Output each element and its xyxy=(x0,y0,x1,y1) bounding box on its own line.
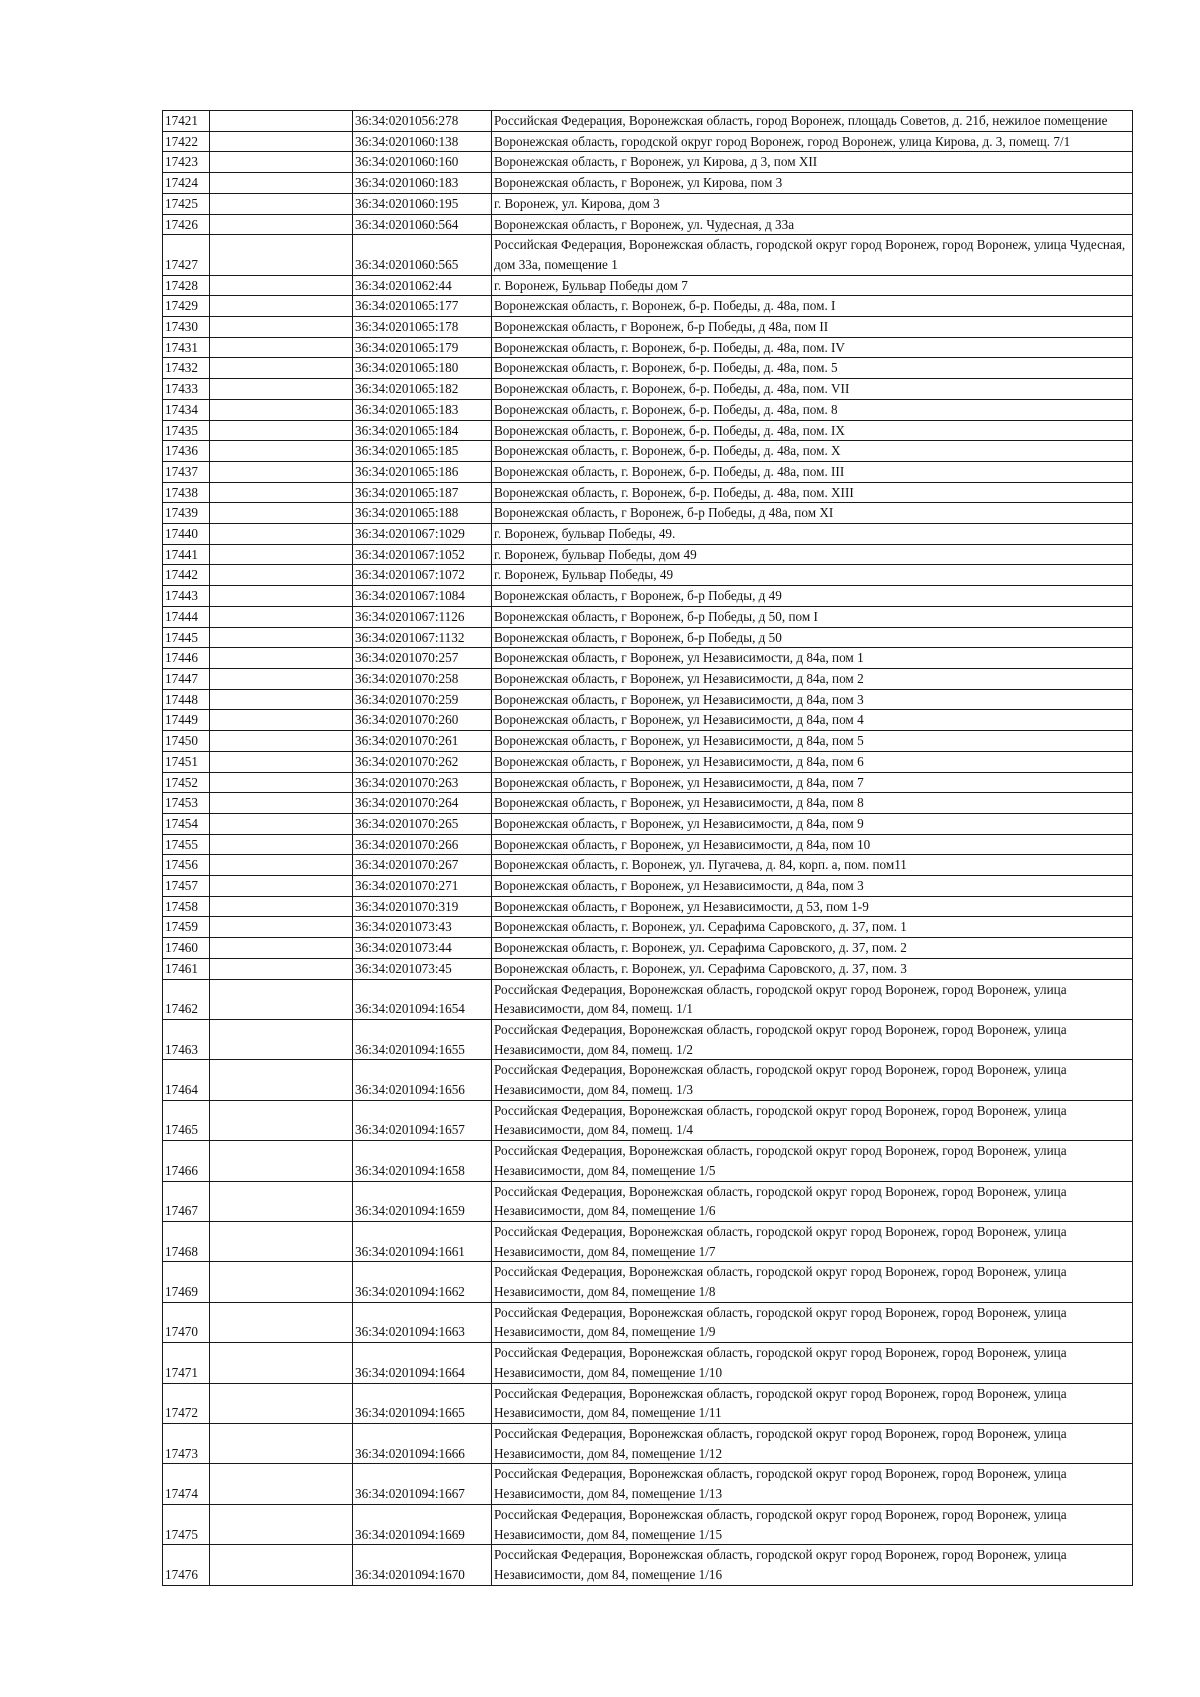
address-cell: Российская Федерация, Воронежская область, городской округ город Воронеж, город Воронеж, улица Независимости, дом 84, помещение 1/15 xyxy=(492,1504,1133,1544)
address-cell: Российская Федерация, Воронежская область, городской округ город Воронеж, город Воронеж, улица Независимости, дом 84, помещение 1/16 xyxy=(492,1545,1133,1585)
address-cell: Воронежская область, г Воронеж, ул Независимости, д 84а, пом 1 xyxy=(492,648,1133,669)
row-number-cell: 17460 xyxy=(163,938,210,959)
row-number-cell: 17429 xyxy=(163,296,210,317)
table-row xyxy=(163,1221,1133,1261)
cadastral-number-cell: 36:34:0201073:45 xyxy=(353,958,492,979)
cadastral-number-cell: 36:34:0201094:1659 xyxy=(353,1181,492,1221)
cadastral-number-cell: 36:34:0201073:44 xyxy=(353,938,492,959)
empty-cell xyxy=(210,689,353,710)
table-row xyxy=(163,855,1133,876)
empty-cell xyxy=(210,793,353,814)
address-cell: Воронежская область, г Воронеж, ул Независимости, д 84а, пом 8 xyxy=(492,793,1133,814)
cadastral-number-cell: 36:34:0201067:1029 xyxy=(353,524,492,545)
cadastral-number-cell: 36:34:0201065:179 xyxy=(353,337,492,358)
table-row xyxy=(163,173,1133,194)
empty-cell xyxy=(210,503,353,524)
address-cell: Воронежская область, г. Воронеж, б-р. Победы, д. 48а, пом. VII xyxy=(492,379,1133,400)
empty-cell xyxy=(210,482,353,503)
address-cell: Воронежская область, г Воронеж, б-р Победы, д 50 xyxy=(492,627,1133,648)
address-cell: Воронежская область, г. Воронеж, б-р. Победы, д. 48а, пом. XIII xyxy=(492,482,1133,503)
empty-cell xyxy=(210,751,353,772)
table-row xyxy=(163,482,1133,503)
row-number-cell: 17428 xyxy=(163,275,210,296)
table-row xyxy=(163,689,1133,710)
address-cell: Воронежская область, г Воронеж, б-р Победы, д 48а, пом II xyxy=(492,317,1133,338)
empty-cell xyxy=(210,1464,353,1504)
empty-cell xyxy=(210,648,353,669)
address-cell: Воронежская область, г. Воронеж, б-р. Победы, д. 48а, пом. 8 xyxy=(492,399,1133,420)
cadastral-number-cell: 36:34:0201070:261 xyxy=(353,731,492,752)
empty-cell xyxy=(210,1424,353,1464)
address-cell: Российская Федерация, Воронежская область, городской округ город Воронеж, город Воронеж, улица Независимости, дом 84, помещение 1/12 xyxy=(492,1424,1133,1464)
empty-cell xyxy=(210,420,353,441)
table-row xyxy=(163,668,1133,689)
empty-cell xyxy=(210,710,353,731)
empty-cell xyxy=(210,1019,353,1059)
empty-cell xyxy=(210,772,353,793)
cadastral-number-cell: 36:34:0201070:319 xyxy=(353,896,492,917)
address-cell: Воронежская область, г Воронеж, б-р Победы, д 48а, пом XI xyxy=(492,503,1133,524)
row-number-cell: 17438 xyxy=(163,482,210,503)
address-cell: Российская Федерация, Воронежская область, городской округ город Воронеж, город Воронеж, улица Независимости, дом 84, помещение 1/6 xyxy=(492,1181,1133,1221)
empty-cell xyxy=(210,1545,353,1585)
cadastral-number-cell: 36:34:0201060:195 xyxy=(353,193,492,214)
address-cell: Воронежская область, г. Воронеж, ул. Пугачева, д. 84, корп. а, пом. пом11 xyxy=(492,855,1133,876)
cadastral-number-cell: 36:34:0201094:1654 xyxy=(353,979,492,1019)
cadastral-number-cell: 36:34:0201065:180 xyxy=(353,358,492,379)
empty-cell xyxy=(210,938,353,959)
cadastral-number-cell: 36:34:0201094:1655 xyxy=(353,1019,492,1059)
row-number-cell: 17447 xyxy=(163,668,210,689)
table-row xyxy=(163,1060,1133,1100)
cadastral-number-cell: 36:34:0201070:262 xyxy=(353,751,492,772)
row-number-cell: 17458 xyxy=(163,896,210,917)
row-number-cell: 17440 xyxy=(163,524,210,545)
cadastral-number-cell: 36:34:0201060:138 xyxy=(353,131,492,152)
table-row xyxy=(163,1545,1133,1585)
row-number-cell: 17442 xyxy=(163,565,210,586)
table-row xyxy=(163,1181,1133,1221)
address-cell: Воронежская область, г Воронеж, ул Независимости, д 84а, пом 4 xyxy=(492,710,1133,731)
cadastral-number-cell: 36:34:0201065:184 xyxy=(353,420,492,441)
cadastral-number-cell: 36:34:0201070:257 xyxy=(353,648,492,669)
cadastral-number-cell: 36:34:0201094:1661 xyxy=(353,1221,492,1261)
table-row xyxy=(163,586,1133,607)
row-number-cell: 17454 xyxy=(163,813,210,834)
address-cell: Воронежская область, г. Воронеж, ул. Серафима Саровского, д. 37, пом. 3 xyxy=(492,958,1133,979)
table-row xyxy=(163,1141,1133,1181)
address-cell: г. Воронеж, бульвар Победы, дом 49 xyxy=(492,544,1133,565)
table-row xyxy=(163,235,1133,275)
address-cell: Воронежская область, г. Воронеж, б-р. Победы, д. 48а, пом. IV xyxy=(492,337,1133,358)
address-cell: Российская Федерация, Воронежская область, городской округ город Воронеж, город Воронеж, улица Независимости, дом 84, помещ. 1/3 xyxy=(492,1060,1133,1100)
row-number-cell: 17466 xyxy=(163,1141,210,1181)
table-row xyxy=(163,979,1133,1019)
address-cell: Воронежская область, г Воронеж, б-р Победы, д 50, пом I xyxy=(492,606,1133,627)
row-number-cell: 17427 xyxy=(163,235,210,275)
address-cell: Воронежская область, г Воронеж, ул Независимости, д 84а, пом 10 xyxy=(492,834,1133,855)
empty-cell xyxy=(210,896,353,917)
address-cell: Российская Федерация, Воронежская область, городской округ город Воронеж, город Воронеж, улица Независимости, дом 84, помещение 1/9 xyxy=(492,1302,1133,1342)
row-number-cell: 17473 xyxy=(163,1424,210,1464)
cadastral-number-cell: 36:34:0201094:1656 xyxy=(353,1060,492,1100)
row-number-cell: 17456 xyxy=(163,855,210,876)
row-number-cell: 17446 xyxy=(163,648,210,669)
cadastral-number-cell: 36:34:0201070:258 xyxy=(353,668,492,689)
address-cell: Воронежская область, г Воронеж, ул Независимости, д 84а, пом 2 xyxy=(492,668,1133,689)
empty-cell xyxy=(210,1100,353,1140)
cadastral-number-cell: 36:34:0201094:1663 xyxy=(353,1302,492,1342)
empty-cell xyxy=(210,813,353,834)
row-number-cell: 17441 xyxy=(163,544,210,565)
table-row xyxy=(163,379,1133,400)
row-number-cell: 17433 xyxy=(163,379,210,400)
cadastral-number-cell: 36:34:0201094:1657 xyxy=(353,1100,492,1140)
table-row xyxy=(163,193,1133,214)
cadastral-number-cell: 36:34:0201070:266 xyxy=(353,834,492,855)
row-number-cell: 17475 xyxy=(163,1504,210,1544)
row-number-cell: 17470 xyxy=(163,1302,210,1342)
row-number-cell: 17459 xyxy=(163,917,210,938)
address-cell: Воронежская область, г. Воронеж, б-р. Победы, д. 48а, пом. 5 xyxy=(492,358,1133,379)
table-row xyxy=(163,461,1133,482)
cadastral-number-cell: 36:34:0201094:1666 xyxy=(353,1424,492,1464)
cadastral-number-cell: 36:34:0201065:187 xyxy=(353,482,492,503)
row-number-cell: 17474 xyxy=(163,1464,210,1504)
row-number-cell: 17469 xyxy=(163,1262,210,1302)
row-number-cell: 17439 xyxy=(163,503,210,524)
empty-cell xyxy=(210,214,353,235)
address-cell: Воронежская область, городской округ город Воронеж, город Воронеж, улица Кирова, д. 3, помещ. 7/1 xyxy=(492,131,1133,152)
row-number-cell: 17450 xyxy=(163,731,210,752)
cadastral-number-cell: 36:34:0201070:271 xyxy=(353,876,492,897)
row-number-cell: 17457 xyxy=(163,876,210,897)
cadastral-number-cell: 36:34:0201094:1664 xyxy=(353,1343,492,1383)
row-number-cell: 17444 xyxy=(163,606,210,627)
cadastral-number-cell: 36:34:0201067:1072 xyxy=(353,565,492,586)
row-number-cell: 17425 xyxy=(163,193,210,214)
row-number-cell: 17453 xyxy=(163,793,210,814)
row-number-cell: 17443 xyxy=(163,586,210,607)
address-cell: Воронежская область, г Воронеж, ул Независимости, д 84а, пом 5 xyxy=(492,731,1133,752)
cadastral-number-cell: 36:34:0201094:1658 xyxy=(353,1141,492,1181)
row-number-cell: 17461 xyxy=(163,958,210,979)
table-row xyxy=(163,958,1133,979)
row-number-cell: 17448 xyxy=(163,689,210,710)
cadastral-number-cell: 36:34:0201070:259 xyxy=(353,689,492,710)
cadastral-number-cell: 36:34:0201067:1132 xyxy=(353,627,492,648)
cadastral-number-cell: 36:34:0201060:183 xyxy=(353,173,492,194)
empty-cell xyxy=(210,131,353,152)
cadastral-number-cell: 36:34:0201094:1665 xyxy=(353,1383,492,1423)
address-cell: г. Воронеж, бульвар Победы, 49. xyxy=(492,524,1133,545)
empty-cell xyxy=(210,917,353,938)
empty-cell xyxy=(210,1343,353,1383)
cadastral-number-cell: 36:34:0201065:183 xyxy=(353,399,492,420)
empty-cell xyxy=(210,379,353,400)
table-row xyxy=(163,1383,1133,1423)
row-number-cell: 17465 xyxy=(163,1100,210,1140)
table-row xyxy=(163,1302,1133,1342)
table-row xyxy=(163,876,1133,897)
address-cell: Российская Федерация, Воронежская область, городской округ город Воронеж, город Воронеж, улица Независимости, дом 84, помещение 1/13 xyxy=(492,1464,1133,1504)
table-row xyxy=(163,337,1133,358)
cadastral-number-cell: 36:34:0201070:264 xyxy=(353,793,492,814)
empty-cell xyxy=(210,441,353,462)
address-cell: Российская Федерация, Воронежская область, городской округ город Воронеж, город Воронеж, улица Чудесная, дом 33а, помещение 1 xyxy=(492,235,1133,275)
table-row xyxy=(163,813,1133,834)
table-row xyxy=(163,731,1133,752)
address-cell: Российская Федерация, Воронежская область, городской округ город Воронеж, город Воронеж, улица Независимости, дом 84, помещение 1/11 xyxy=(492,1383,1133,1423)
table-row xyxy=(163,896,1133,917)
cadastral-number-cell: 36:34:0201060:160 xyxy=(353,152,492,173)
empty-cell xyxy=(210,1181,353,1221)
table-row xyxy=(163,772,1133,793)
cadastral-number-cell: 36:34:0201070:263 xyxy=(353,772,492,793)
row-number-cell: 17431 xyxy=(163,337,210,358)
cadastral-number-cell: 36:34:0201065:185 xyxy=(353,441,492,462)
row-number-cell: 17476 xyxy=(163,1545,210,1585)
cadastral-number-cell: 36:34:0201062:44 xyxy=(353,275,492,296)
address-cell: Российская Федерация, Воронежская область, городской округ город Воронеж, город Воронеж, улица Независимости, дом 84, помещение 1/7 xyxy=(492,1221,1133,1261)
address-cell: Воронежская область, г Воронеж, ул. Чудесная, д 33а xyxy=(492,214,1133,235)
table-row xyxy=(163,1019,1133,1059)
cadastral-number-cell: 36:34:0201094:1670 xyxy=(353,1545,492,1585)
address-cell: Воронежская область, г Воронеж, ул Независимости, д 84а, пом 7 xyxy=(492,772,1133,793)
address-cell: Воронежская область, г Воронеж, б-р Победы, д 49 xyxy=(492,586,1133,607)
cadastral-number-cell: 36:34:0201067:1126 xyxy=(353,606,492,627)
cadastral-number-cell: 36:34:0201065:178 xyxy=(353,317,492,338)
empty-cell xyxy=(210,399,353,420)
row-number-cell: 17449 xyxy=(163,710,210,731)
table-row xyxy=(163,606,1133,627)
empty-cell xyxy=(210,855,353,876)
table-row xyxy=(163,317,1133,338)
empty-cell xyxy=(210,565,353,586)
row-number-cell: 17421 xyxy=(163,111,210,132)
table-row xyxy=(163,111,1133,132)
address-cell: Российская Федерация, Воронежская область, городской округ город Воронеж, город Воронеж, улица Независимости, дом 84, помещ. 1/1 xyxy=(492,979,1133,1019)
table-row xyxy=(163,1343,1133,1383)
cadastral-number-cell: 36:34:0201065:188 xyxy=(353,503,492,524)
row-number-cell: 17464 xyxy=(163,1060,210,1100)
empty-cell xyxy=(210,296,353,317)
row-number-cell: 17471 xyxy=(163,1343,210,1383)
row-number-cell: 17462 xyxy=(163,979,210,1019)
empty-cell xyxy=(210,111,353,132)
table-row xyxy=(163,399,1133,420)
address-cell: Российская Федерация, Воронежская область, город Воронеж, площадь Советов, д. 21б, нежилое помещение xyxy=(492,111,1133,132)
address-cell: Воронежская область, г Воронеж, ул Независимости, д 84а, пом 9 xyxy=(492,813,1133,834)
cadastral-number-cell: 36:34:0201056:278 xyxy=(353,111,492,132)
empty-cell xyxy=(210,461,353,482)
cadastral-number-cell: 36:34:0201070:267 xyxy=(353,855,492,876)
table-row xyxy=(163,565,1133,586)
empty-cell xyxy=(210,317,353,338)
row-number-cell: 17452 xyxy=(163,772,210,793)
row-number-cell: 17424 xyxy=(163,173,210,194)
address-cell: Российская Федерация, Воронежская область, городской округ город Воронеж, город Воронеж, улица Независимости, дом 84, помещение 1/8 xyxy=(492,1262,1133,1302)
cadastral-number-cell: 36:34:0201073:43 xyxy=(353,917,492,938)
row-number-cell: 17434 xyxy=(163,399,210,420)
cadastral-number-cell: 36:34:0201070:265 xyxy=(353,813,492,834)
table-row xyxy=(163,1464,1133,1504)
address-cell: Воронежская область, г Воронеж, ул Независимости, д 84а, пом 3 xyxy=(492,876,1133,897)
row-number-cell: 17423 xyxy=(163,152,210,173)
empty-cell xyxy=(210,275,353,296)
address-cell: Воронежская область, г Воронеж, ул Кирова, д 3, пом XII xyxy=(492,152,1133,173)
table-row xyxy=(163,152,1133,173)
table-row xyxy=(163,938,1133,959)
table-row xyxy=(163,214,1133,235)
cadastral-number-cell: 36:34:0201070:260 xyxy=(353,710,492,731)
address-cell: Воронежская область, г. Воронеж, б-р. Победы, д. 48а, пом. X xyxy=(492,441,1133,462)
row-number-cell: 17437 xyxy=(163,461,210,482)
table-row xyxy=(163,296,1133,317)
table-row xyxy=(163,1100,1133,1140)
row-number-cell: 17472 xyxy=(163,1383,210,1423)
empty-cell xyxy=(210,731,353,752)
empty-cell xyxy=(210,1383,353,1423)
empty-cell xyxy=(210,1221,353,1261)
cadastral-number-cell: 36:34:0201094:1667 xyxy=(353,1464,492,1504)
row-number-cell: 17463 xyxy=(163,1019,210,1059)
cadastral-number-cell: 36:34:0201067:1084 xyxy=(353,586,492,607)
cadastral-number-cell: 36:34:0201065:182 xyxy=(353,379,492,400)
empty-cell xyxy=(210,958,353,979)
property-table xyxy=(162,110,1133,1586)
empty-cell xyxy=(210,1302,353,1342)
cadastral-number-cell: 36:34:0201094:1669 xyxy=(353,1504,492,1544)
address-cell: Воронежская область, г. Воронеж, б-р. Победы, д. 48а, пом. III xyxy=(492,461,1133,482)
address-cell: Воронежская область, г. Воронеж, б-р. Победы, д. 48а, пом. I xyxy=(492,296,1133,317)
cadastral-number-cell: 36:34:0201065:177 xyxy=(353,296,492,317)
table-row xyxy=(163,524,1133,545)
address-cell: Российская Федерация, Воронежская область, городской округ город Воронеж, город Воронеж, улица Независимости, дом 84, помещение 1/5 xyxy=(492,1141,1133,1181)
empty-cell xyxy=(210,668,353,689)
table-row xyxy=(163,627,1133,648)
address-cell: Воронежская область, г Воронеж, ул Независимости, д 84а, пом 6 xyxy=(492,751,1133,772)
table-row xyxy=(163,131,1133,152)
table-row xyxy=(163,1424,1133,1464)
empty-cell xyxy=(210,544,353,565)
address-cell: Воронежская область, г Воронеж, ул Кирова, пом 3 xyxy=(492,173,1133,194)
empty-cell xyxy=(210,358,353,379)
empty-cell xyxy=(210,337,353,358)
table-row xyxy=(163,544,1133,565)
address-cell: Воронежская область, г. Воронеж, б-р. Победы, д. 48а, пом. IX xyxy=(492,420,1133,441)
empty-cell xyxy=(210,586,353,607)
cadastral-number-cell: 36:34:0201060:564 xyxy=(353,214,492,235)
empty-cell xyxy=(210,235,353,275)
table-row xyxy=(163,441,1133,462)
row-number-cell: 17467 xyxy=(163,1181,210,1221)
table-row xyxy=(163,503,1133,524)
table-row xyxy=(163,1504,1133,1544)
address-cell: Воронежская область, г Воронеж, ул Независимости, д 84а, пом 3 xyxy=(492,689,1133,710)
address-cell: Воронежская область, г. Воронеж, ул. Серафима Саровского, д. 37, пом. 2 xyxy=(492,938,1133,959)
cadastral-number-cell: 36:34:0201094:1662 xyxy=(353,1262,492,1302)
address-cell: Российская Федерация, Воронежская область, городской округ город Воронеж, город Воронеж, улица Независимости, дом 84, помещ. 1/4 xyxy=(492,1100,1133,1140)
table-row xyxy=(163,275,1133,296)
empty-cell xyxy=(210,193,353,214)
row-number-cell: 17432 xyxy=(163,358,210,379)
row-number-cell: 17435 xyxy=(163,420,210,441)
row-number-cell: 17422 xyxy=(163,131,210,152)
empty-cell xyxy=(210,606,353,627)
address-cell: г. Воронеж, Бульвар Победы дом 7 xyxy=(492,275,1133,296)
table-row xyxy=(163,917,1133,938)
empty-cell xyxy=(210,173,353,194)
empty-cell xyxy=(210,1262,353,1302)
row-number-cell: 17468 xyxy=(163,1221,210,1261)
row-number-cell: 17430 xyxy=(163,317,210,338)
empty-cell xyxy=(210,1141,353,1181)
empty-cell xyxy=(210,834,353,855)
property-table-body xyxy=(163,111,1133,1586)
table-row xyxy=(163,420,1133,441)
address-cell: Воронежская область, г Воронеж, ул Независимости, д 53, пом 1-9 xyxy=(492,896,1133,917)
row-number-cell: 17426 xyxy=(163,214,210,235)
empty-cell xyxy=(210,979,353,1019)
address-cell: Российская Федерация, Воронежская область, городской округ город Воронеж, город Воронеж, улица Независимости, дом 84, помещ. 1/2 xyxy=(492,1019,1133,1059)
address-cell: г. Воронеж, Бульвар Победы, 49 xyxy=(492,565,1133,586)
row-number-cell: 17445 xyxy=(163,627,210,648)
address-cell: г. Воронеж, ул. Кирова, дом 3 xyxy=(492,193,1133,214)
row-number-cell: 17436 xyxy=(163,441,210,462)
table-row xyxy=(163,793,1133,814)
table-row xyxy=(163,1262,1133,1302)
empty-cell xyxy=(210,524,353,545)
table-row xyxy=(163,834,1133,855)
empty-cell xyxy=(210,152,353,173)
empty-cell xyxy=(210,876,353,897)
cadastral-number-cell: 36:34:0201065:186 xyxy=(353,461,492,482)
cadastral-number-cell: 36:34:0201060:565 xyxy=(353,235,492,275)
cadastral-number-cell: 36:34:0201067:1052 xyxy=(353,544,492,565)
row-number-cell: 17451 xyxy=(163,751,210,772)
row-number-cell: 17455 xyxy=(163,834,210,855)
empty-cell xyxy=(210,1060,353,1100)
table-row xyxy=(163,751,1133,772)
table-row xyxy=(163,710,1133,731)
empty-cell xyxy=(210,1504,353,1544)
address-cell: Российская Федерация, Воронежская область, городской округ город Воронеж, город Воронеж, улица Независимости, дом 84, помещение 1/10 xyxy=(492,1343,1133,1383)
empty-cell xyxy=(210,627,353,648)
table-row xyxy=(163,648,1133,669)
address-cell: Воронежская область, г. Воронеж, ул. Серафима Саровского, д. 37, пом. 1 xyxy=(492,917,1133,938)
table-row xyxy=(163,358,1133,379)
